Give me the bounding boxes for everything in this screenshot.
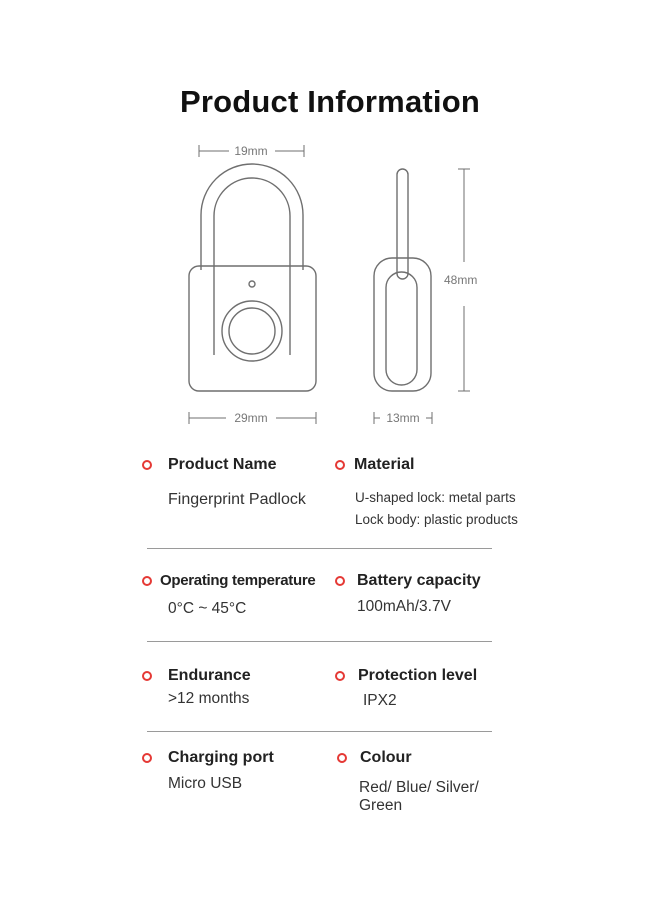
fingerprint-sensor-outer <box>222 301 282 361</box>
material-value-line2: Lock body: plastic products <box>355 512 518 527</box>
operating-temperature-value: 0°C ~ 45°C <box>168 600 247 617</box>
dim-label-48mm: 48mm <box>444 273 478 287</box>
product-name-label: Product Name <box>168 456 277 473</box>
divider <box>147 731 492 732</box>
dim-label-13mm: 13mm <box>386 411 420 425</box>
product-name-value: Fingerprint Padlock <box>168 491 306 508</box>
protection-level-label: Protection level <box>358 667 478 684</box>
bullet-icon <box>335 460 345 470</box>
bullet-icon <box>142 671 152 681</box>
bullet-icon <box>337 753 347 763</box>
material-label: Material <box>354 456 415 473</box>
colour-value-line2: Green <box>359 797 403 814</box>
operating-temperature-label: Operating temperature <box>160 572 316 589</box>
divider <box>147 548 492 549</box>
side-body-outer <box>374 258 431 391</box>
charging-port-value: Micro USB <box>168 775 243 792</box>
battery-capacity-value: 100mAh/3.7V <box>357 598 451 615</box>
endurance-value: >12 months <box>168 690 250 707</box>
material-value-line1: U-shaped lock: metal parts <box>355 490 516 505</box>
padlock-diagram <box>0 0 660 440</box>
bullet-icon <box>142 576 152 586</box>
side-shackle <box>397 169 408 279</box>
colour-label: Colour <box>360 749 412 766</box>
battery-capacity-label: Battery capacity <box>357 572 481 589</box>
endurance-label: Endurance <box>168 667 251 684</box>
bullet-icon <box>142 753 152 763</box>
indicator-led <box>249 281 255 287</box>
protection-level-value: IPX2 <box>363 692 397 709</box>
bullet-icon <box>335 576 345 586</box>
fingerprint-sensor-inner <box>229 308 275 354</box>
bullet-icon <box>335 671 345 681</box>
front-shackle-outer <box>201 164 303 270</box>
page-title: Product Information <box>179 84 480 119</box>
front-body <box>189 266 316 391</box>
dim-label-29mm: 29mm <box>234 411 268 425</box>
colour-value-line1: Red/ Blue/ Silver/ <box>359 779 479 796</box>
bullet-icon <box>142 460 152 470</box>
side-body-inner <box>386 272 417 385</box>
divider <box>147 641 492 642</box>
charging-port-label: Charging port <box>168 749 274 766</box>
dim-label-19mm: 19mm <box>234 144 268 158</box>
